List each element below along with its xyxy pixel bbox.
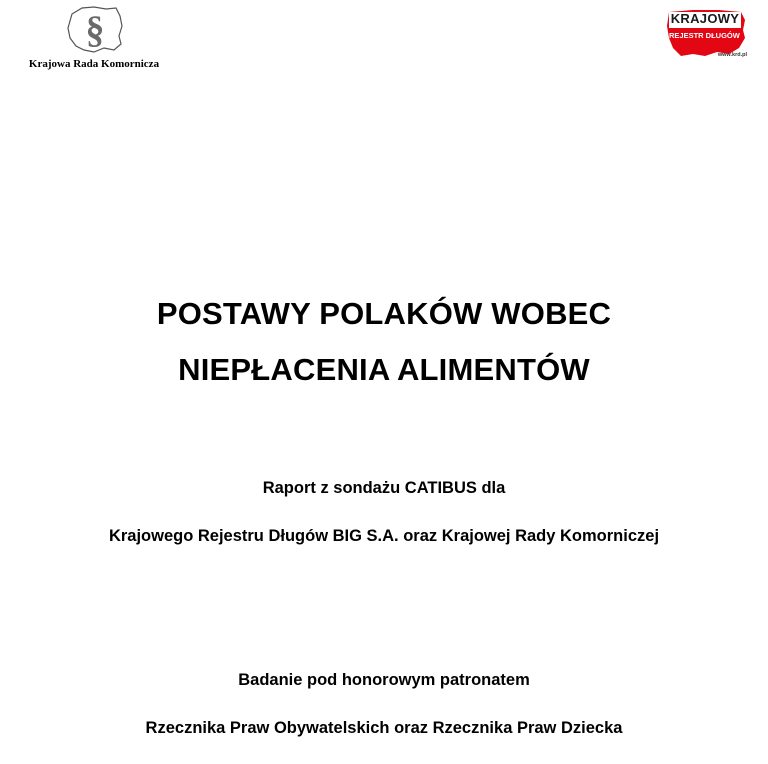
krk-logo	[14, 4, 174, 74]
title-line-2: NIEPŁACENIA ALIMENTÓW	[178, 352, 590, 387]
document-title	[0, 286, 768, 398]
krd-logo-url: www.krd.pl	[717, 52, 747, 58]
report-line-2: Krajowego Rejestru Długów BIG S.A. oraz Krajowej Rady Komorniczej	[108, 527, 660, 545]
krk-emblem-icon	[64, 4, 126, 56]
krd-logo-band-text: REJESTR DŁUGÓW	[669, 31, 740, 40]
patronage-line-1: Badanie pod honorowym patronatem	[238, 671, 530, 689]
report-line-1: Raport z sondażu CATIBUS dla	[262, 479, 506, 497]
krd-logo	[663, 8, 747, 62]
patronage-line-2: Rzecznika Praw Obywatelskich oraz Rzecznika Praw Dziecka	[145, 719, 623, 737]
svg-text:§: §	[85, 9, 105, 51]
title-line-1: POSTAWY POLAKÓW WOBEC	[156, 296, 612, 331]
krd-logo-word: KRAJOWY	[670, 11, 740, 26]
krk-logo-label: Krajowa Rada Komornicza	[28, 58, 160, 70]
